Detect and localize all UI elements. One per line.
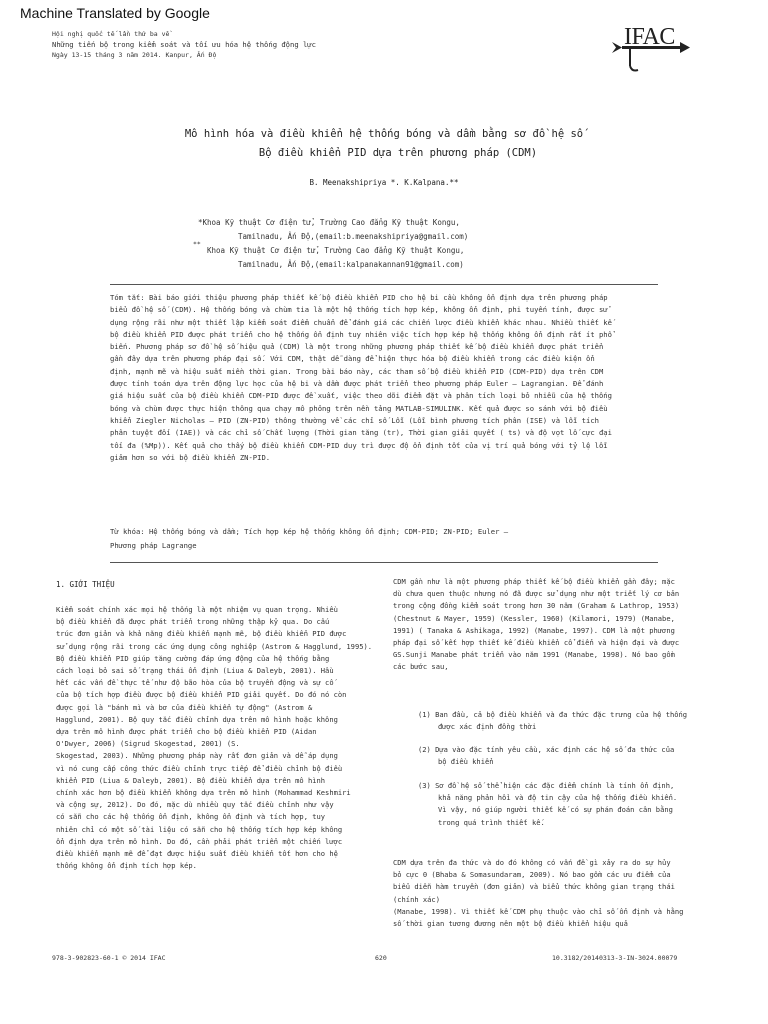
- step-line: (3) Sơ đồ hệ số thể hiện các đặc điểm chính là tính ổn định,: [418, 781, 675, 790]
- abstract-line: phân tuyệt đối (IAE)) và các chỉ số Chất lượng (Thời gian tăng (tr), Thời gian giải quyết ( ts) và độ vọt lố cực đại: [110, 428, 612, 438]
- paper-title-line-1: Mô hình hóa và điều khiển hệ thống bóng và dầm bằng sơ đồ hệ số: [184, 128, 584, 140]
- body-line: CDM dựa trên đa thức và do đó không có vấn đề gì xảy ra do sự hủy: [393, 858, 671, 867]
- abstract-line: bóng và chùm được thực hiện thông qua chạy mô phỏng trên nền tảng MATLAB-SIMULINK. Kết quả được so sánh với bộ điều: [110, 403, 608, 413]
- affiliation-2-email: Tamilnadu, Ấn Độ,(email:kalpanakannan91@gmail.com): [238, 260, 464, 269]
- body-line: Kiểm soát chính xác mọi hệ thống là một nhiệm vụ quan trọng. Nhiều: [56, 605, 338, 614]
- body-line: trúc đơn giản và khả năng điều khiển mạnh mẽ, bộ điều khiển PID được: [56, 629, 347, 639]
- authors: B. Meenakshipriya *. K.Kalpana.**: [309, 178, 459, 187]
- body-line: (Chestnut & Mayer, 1959) (Kessler, 1960) (Kilamori, 1979) (Manabe,: [393, 613, 675, 623]
- body-line: CDM gần như là một phương pháp thiết kế bộ điều khiển gần đây; mặc: [393, 577, 675, 586]
- logo-text: IFAC: [624, 24, 675, 50]
- step-line: bộ điều khiển: [438, 757, 494, 767]
- footer-page-number: 620: [375, 954, 387, 962]
- abstract-bottom-rule: [110, 562, 658, 563]
- abstract-line: bộ điều khiển PID được phát triển cho hệ thống ổn định tuy nhiên việc tích hợp kép hệ thống không ổn định rất ít phổ: [110, 329, 612, 339]
- body-line: sử dụng rộng rãi trong các ứng dụng công nghiệp (Astrom & Hagglund, 1995).: [56, 641, 373, 651]
- body-line: GS.Sunji Manabe phát triển vào năm 1991 (Manabe, 1998). Nó bao gồm: [393, 650, 675, 660]
- step-2: [418, 744, 674, 768]
- conference-line-2: Những tiến bộ trong kiểm soát và tối ưu hóa hệ thống động lực: [52, 40, 316, 49]
- body-line: Skogestad, 2003). Những phương pháp này rất đơn giản và dễ áp dụng: [56, 751, 338, 761]
- paper-title-line-2: Bộ điều khiển PID dựa trên phương pháp (CDM): [258, 147, 538, 159]
- section-heading: 1. GIỚI THIỆU: [56, 580, 115, 589]
- body-line: vì nó cung cấp công thức điều chỉnh trực tiếp để điều chỉnh bộ điều: [56, 763, 343, 773]
- step-line: (1) Ban đầu, cả bộ điều khiển và đa thức đặc trưng của hệ thống: [418, 710, 688, 719]
- step-3: [418, 780, 677, 829]
- ifac-logo: [600, 24, 690, 74]
- abstract-line: gần đây dựa trên phương pháp đại số. Với CDM, thật dễ dàng để hiện thực hóa bộ điều khiển trong các điều kiện ổn: [110, 354, 595, 364]
- body-line: (Manabe, 1998). Vì thiết kế CDM phụ thuộc vào chỉ số ổn định và hằng: [393, 906, 684, 916]
- body-line: (chính xác): [393, 894, 440, 904]
- abstract-line: giảm hơn so với bộ điều khiển ZN-PID.: [110, 452, 271, 462]
- step-line: trong quá trình thiết kế.: [438, 817, 545, 827]
- body-line: trong cộng đồng kiểm soát trong hơn 30 năm (Graham & Lathrop, 1953): [393, 601, 680, 611]
- step-line: (2) Dựa vào đặc tính yêu cầu, xác định các hệ số đa thức của: [418, 745, 675, 754]
- abstract-top-rule: [110, 284, 658, 285]
- step-line: được xác định đồng thời: [438, 722, 537, 732]
- keywords-line: Từ khóa: Hệ thống bóng và dầm; Tích hợp kép hệ thống không ổn định; CDM-PID; ZN-PID; Euler –: [110, 527, 509, 536]
- body-line: chính xác hơn bộ điều khiển không dựa trên mô hình (Mohammad Keshmiri: [56, 788, 351, 798]
- affiliation-1: *Khoa Kỹ thuật Cơ điện tử, Trường Cao đẳng Kỹ thuật Kongu,: [198, 218, 460, 227]
- abstract: [110, 292, 658, 464]
- body-line: cách loại bỏ sai số trạng thái ổn định (Liua & Daleyb, 2001). Hầu: [56, 666, 334, 676]
- abstract-line: được tính toán dựa trên động lực học của hệ bi và dầm được phát triển theo phương pháp Euler – Lagrangian. Để đánh: [110, 379, 604, 389]
- step-1: [418, 709, 687, 733]
- step-line: Vì vậy, nó giúp người thiết kế có sự phán đoán cân bằng: [438, 805, 673, 815]
- conference-info: [52, 30, 316, 60]
- machine-translated-label: Machine Translated by Google: [20, 5, 210, 21]
- body-line: dù chưa quen thuộc nhưng nó đã được sử dụng như một triết lý cơ bản: [393, 589, 680, 599]
- body-line: số thời gian tương đương nên một bộ điều khiển hiệu quả: [393, 919, 628, 929]
- body-line: và cộng sự, 2012). Do đó, mặc dù nhiều quy tắc điều chỉnh như vậy: [56, 800, 334, 810]
- keywords-line: Phương pháp Lagrange: [110, 541, 197, 550]
- body-line: được gọi là "bánh mì và bơ của điều khiển tự động" (Astrom &: [56, 702, 313, 712]
- footer-doi: 10.3182/20140313-3-IN-3024.00079: [552, 954, 678, 962]
- body-line: Hagglund, 2001). Bộ quy tắc điều chỉnh dựa trên mô hình hoặc không: [56, 714, 338, 724]
- body-line: pháp đại số kết hợp thiết kế điều khiển cổ điển và hiện đại và được: [393, 638, 680, 648]
- affiliation-2: Khoa Kỹ thuật Cơ điện tử, Trường Cao đẳng Kỹ thuật Kongu,: [207, 246, 465, 255]
- right-column-bottom-text: [393, 857, 683, 930]
- body-line: nhiên chỉ có một số tài liệu có sẵn cho hệ thống tích hợp kép không: [56, 824, 343, 834]
- affiliation-2-mark: **: [193, 240, 201, 248]
- right-column-top-text: [393, 576, 679, 674]
- step-line: khả năng phản hồi và độ tin cậy của hệ thống điều khiển.: [438, 793, 678, 803]
- body-line: các bước sau,: [393, 662, 449, 672]
- affiliation-1-email: Tamilnadu, Ấn Độ,(email:b.meenakshipriya@gmail.com): [238, 232, 469, 241]
- abstract-line: biểu đồ hệ số (CDM). Hệ thống bóng và chùm tia là một hệ thống tích hợp kép, không ổn định, phi tuyến tính, được sử: [110, 305, 608, 315]
- abstract-line: khiển Ziegler Nicholas – PID (ZN-PID) thông thường về các chỉ số Lỗi (Lỗi bình phương tích phân (ISE) và lỗi tích: [110, 415, 599, 425]
- abstract-line: biến. Phương pháp sơ đồ hệ số hiệu quả (CDM) là một trong những phương pháp thiết kế bộ điều khiển được phát triển: [110, 342, 604, 352]
- abstract-line: Tóm tắt: Bài báo giới thiệu phương pháp thiết kế bộ điều khiển PID cho hệ bi cầu không ổn định dựa trên phương pháp: [110, 293, 608, 302]
- abstract-line: dụng rộng rãi như một thiết lập kiểm soát điểm chuẩn để đánh giá các chiến lược điều khiển khác nhau. Nhiều thiết kế: [110, 317, 612, 327]
- body-line: thống không ổn định tích hợp kép.: [56, 861, 197, 871]
- body-line: ổn định dựa trên mô hình. Do đó, cần phải phát triển một chiến lược: [56, 836, 343, 846]
- conference-line-3: Ngày 13-15 tháng 3 năm 2014. Kanpur, Ấn Độ: [52, 51, 217, 59]
- footer-isbn: 978-3-902823-60-1 © 2014 IFAC: [52, 954, 166, 962]
- body-line: khiển PID (Liua & Daleyb, 2001). Bộ điều khiển dựa trên mô hình: [56, 775, 326, 785]
- body-line: Bộ điều khiển PID giúp tăng cường đáp ứng động của hệ thống bằng: [56, 653, 330, 663]
- left-column-text: [56, 604, 372, 872]
- body-line: hết các vấn đề thực tế như độ bão hòa của bộ truyền động và sự cố: [56, 678, 334, 688]
- body-line: O'Dwyer, 2006) (Sigrud Skogestad, 2001) (S.: [56, 739, 240, 749]
- abstract-line: tối đa (%Mp)). Kết quả cho thấy bộ điều khiển CDM-PID duy trì được độ ổn định tốt của vị trí quả bóng với tỷ lệ lỗi: [110, 440, 608, 450]
- body-line: bộ điều khiển đã được phát triển trong những thập kỷ qua. Do cấu: [56, 617, 330, 627]
- body-line: của bộ tích hợp điều được bộ điều khiển PID giải quyết. Do đó nó còn: [56, 690, 347, 700]
- body-line: có sẵn cho các hệ thống ổn định, không ổn định và tích hợp, tuy: [56, 812, 326, 822]
- body-line: điều khiển mạnh mẽ để đạt được hiệu suất điều khiển tốt hơn cho hệ: [56, 849, 338, 859]
- body-line: 1991) ( Tanaka & Ashikaga, 1992) (Manabe, 1997). CDM là một phương: [393, 625, 675, 635]
- keywords: [110, 525, 508, 553]
- conference-line-1: Hội nghị quốc tế lần thứ ba về: [52, 30, 170, 38]
- body-line: dựa trên mô hình được phát triển cho bộ điều khiển PID (Aidan: [56, 727, 317, 737]
- body-line: biểu diễn hàm truyền (đơn giản) và biểu thức không gian trạng thái: [393, 882, 675, 892]
- abstract-line: định, mạnh mẽ và hiệu suất miền thời gian. Trong bài báo này, các tham số bộ điều khiển PID (CDM-PID) dựa trên CDM: [110, 366, 604, 376]
- abstract-line: giá hiệu suất của bộ điều khiển CDM-PID được đề xuất, việc theo dõi điểm đặt và phân tích loại bỏ nhiễu của hệ thống: [110, 391, 612, 401]
- body-line: bỏ cực 0 (Bhaba & Somasundaram, 2009). Nó bao gồm các ưu điểm của: [393, 870, 671, 880]
